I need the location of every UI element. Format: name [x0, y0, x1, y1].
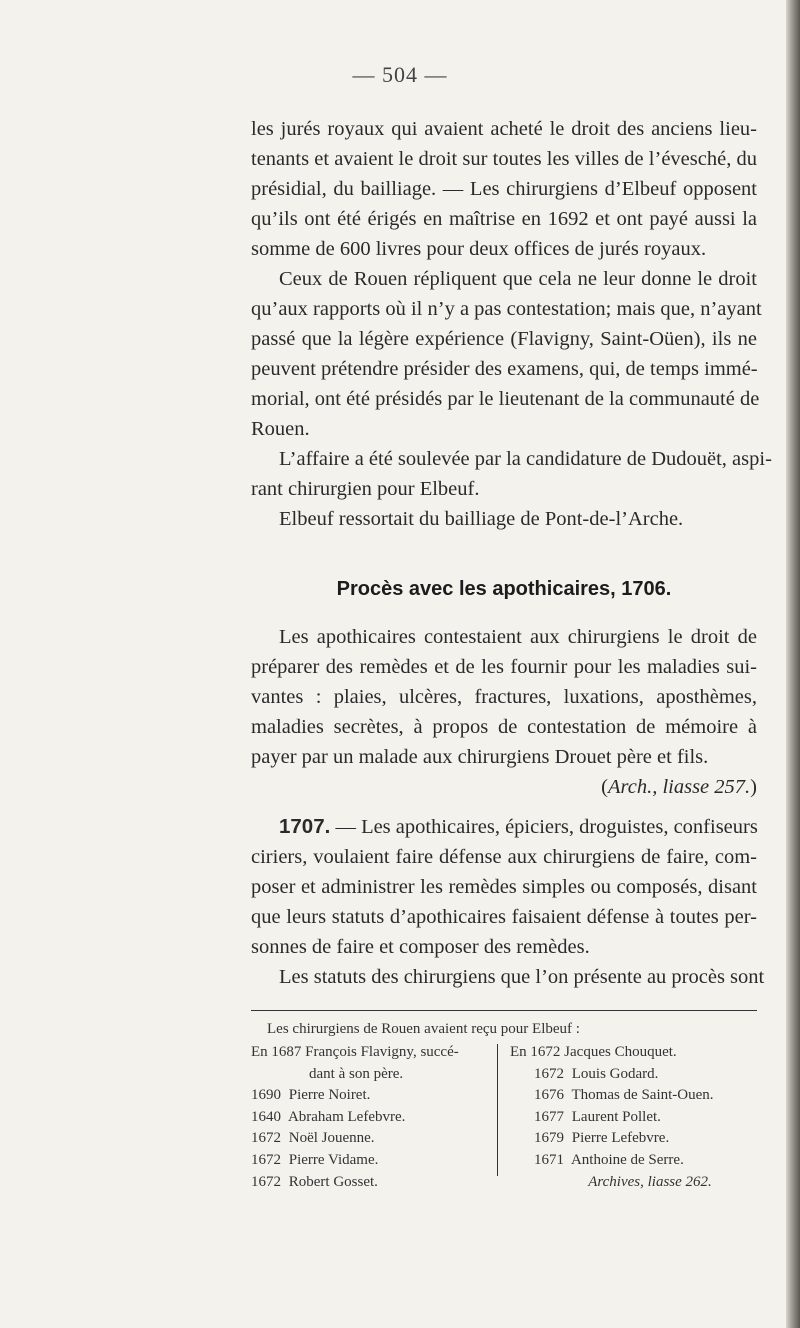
- text-line: Elbeuf ressortait du bailliage de Pont-de-l’Arche.: [279, 508, 684, 530]
- paragraph-1: [251, 114, 757, 264]
- footnote-entry: [510, 1042, 760, 1064]
- footnote-name: Anthoine de Serre.: [570, 1151, 684, 1168]
- text-line: sonnes de faire et composer des remèdes.: [251, 936, 590, 958]
- paragraph-5: [251, 622, 757, 772]
- year-label: 1707.: [279, 815, 331, 838]
- text-line: morial, ont été présidés par le lieutenant de la communauté de: [251, 388, 760, 410]
- footnote-entry: [510, 1064, 760, 1086]
- footnote-year: 1690: [251, 1087, 281, 1104]
- footnote-year: 1671: [534, 1151, 564, 1168]
- footnote-entry: [510, 1128, 760, 1150]
- paragraph-3: [251, 444, 772, 504]
- footnote-entry: [251, 1128, 491, 1150]
- text-line: Ceux de Rouen répliquent que cela ne leur donne le droit: [279, 268, 757, 290]
- text-line: maladies secrètes, à propos de contestation de mémoire à: [251, 716, 757, 738]
- footnote-entry: [510, 1150, 760, 1172]
- footnote-entry: [251, 1085, 491, 1107]
- text-line: L’affaire a été soulevée par la candidature de Dudouët, aspi-: [279, 448, 772, 470]
- footnote-name: Pierre Noiret.: [288, 1087, 371, 1104]
- text-run: — Les apothicaires, épiciers, droguistes, confiseurs: [330, 816, 758, 838]
- text-line: poser et administrer les remèdes simples ou composés, disant: [251, 876, 757, 898]
- text-line: préparer des remèdes et de les fournir pour les maladies sui-: [251, 656, 757, 678]
- citation-close: ): [750, 776, 757, 798]
- footnote-name: Louis Godard.: [571, 1065, 659, 1082]
- text-line: tenants et avaient le droit sur toutes les villes de l’évesché, du: [251, 148, 757, 170]
- footnote-year: 1676: [534, 1087, 564, 1104]
- paragraph-2: [251, 264, 762, 444]
- footnote-name: Pierre Lefebvre.: [571, 1130, 670, 1147]
- footnote-column-divider: [497, 1044, 498, 1176]
- text-line: passé que la légère expérience (Flavigny, Saint-Oüen), ils ne: [251, 328, 757, 350]
- footnote-name: Robert Gosset.: [288, 1173, 378, 1190]
- text-line: payer par un malade aux chirurgiens Drouet père et fils.: [251, 746, 709, 768]
- footnote-name: Noël Jouenne.: [288, 1130, 375, 1147]
- text-line: que leurs statuts d’apothicaires faisaient défense à toutes per-: [251, 906, 757, 928]
- footnote-entry: [251, 1107, 491, 1129]
- footnote-entry: [251, 1172, 491, 1194]
- text-line: peuvent prétendre présider des examens, qui, de temps immé-: [251, 358, 758, 380]
- footnote-entry: [510, 1107, 760, 1129]
- footnote-name: Abraham Lefebvre.: [287, 1108, 406, 1125]
- text-line: ciriers, voulaient faire défense aux chirurgiens de faire, com-: [251, 846, 757, 868]
- footnote-left-column: [251, 1042, 491, 1193]
- text-line: somme de 600 livres pour deux offices de jurés royaux.: [251, 238, 707, 260]
- footnote-name: François Flavigny, succé-: [305, 1044, 459, 1060]
- text-line: qu’aux rapports où il n’y a pas contestation; mais que, n’ayant: [251, 298, 762, 320]
- footnote-rule: [251, 1010, 757, 1011]
- text-line: rant chirurgien pour Elbeuf.: [251, 478, 480, 500]
- footnote-intro: Les chirurgiens de Rouen avaient reçu pour Elbeuf :: [267, 1021, 580, 1037]
- footnote-entry: [251, 1150, 491, 1172]
- footnote-source: Archives, liasse 262.: [588, 1173, 712, 1190]
- archive-citation: [251, 772, 757, 802]
- text-line: Rouen.: [251, 418, 310, 440]
- section-heading: Procès avec les apothicaires, 1706.: [336, 578, 672, 600]
- text-line: Les statuts des chirurgiens que l’on présente au procès sont: [279, 966, 765, 988]
- footnote-name: Laurent Pollet.: [571, 1108, 661, 1125]
- citation-text: Arch., liasse 257.: [608, 776, 751, 798]
- footnote-year: En 1687: [251, 1044, 302, 1060]
- footnote-name: Thomas de Saint-Ouen.: [571, 1087, 714, 1104]
- page-edge: [786, 0, 800, 1328]
- text-line: les jurés royaux qui avaient acheté le droit des anciens lieu-: [251, 118, 757, 140]
- text-line: Les apothicaires contestaient aux chirurgiens le droit de: [279, 626, 757, 648]
- footnote-name: Jacques Chouquet.: [564, 1044, 677, 1060]
- footnote-name: Pierre Vidame.: [288, 1151, 379, 1168]
- footnote-continuation: dant à son père.: [309, 1065, 404, 1082]
- citation-open: (: [601, 776, 608, 798]
- footnote-year: 1640: [251, 1108, 281, 1125]
- footnote-entry: [510, 1085, 760, 1107]
- paragraph-4: [251, 504, 757, 534]
- text-line: vantes : plaies, ulcères, fractures, luxations, aposthèmes,: [251, 686, 757, 708]
- footnote-year: 1677: [534, 1108, 564, 1125]
- text-line: qu’ils ont été érigés en maîtrise en 1692 et ont payé aussi la: [251, 208, 757, 230]
- footnote-year: 1672: [251, 1130, 281, 1147]
- footnote-year: 1672: [251, 1151, 281, 1168]
- footnote-year: 1679: [534, 1130, 564, 1147]
- footnote-year: 1672: [251, 1173, 281, 1190]
- text-line: présidial, du bailliage. — Les chirurgiens d’Elbeuf opposent: [251, 178, 757, 200]
- text-line: [251, 812, 757, 842]
- footnote-year: En 1672: [510, 1044, 561, 1060]
- page-number: — 504 —: [352, 62, 448, 87]
- footnote-right-column: [510, 1042, 760, 1193]
- footnote-entry: [251, 1042, 491, 1064]
- paragraph-6: [251, 812, 765, 992]
- footnote-year: 1672: [534, 1065, 564, 1082]
